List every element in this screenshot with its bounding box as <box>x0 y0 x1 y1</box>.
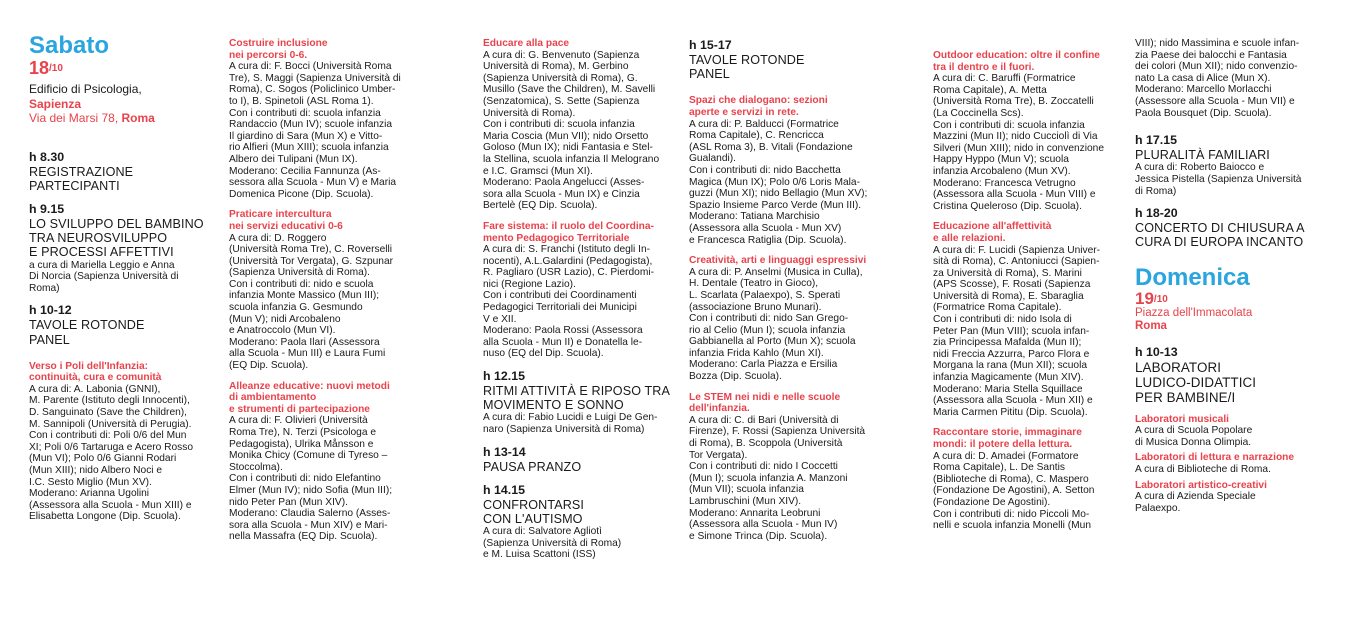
session-time: h 14.15 <box>483 482 526 497</box>
workshop-body: A cura di: D. Roggero (Università Roma Tre), C. Roverselli (Università Tor Vergata), G. Szpunar (Sapienza Università di Roma). Con i contributi di: nido e scuola infanzia Monte Massico (Mun III); scuola infanzia G. Gesmundo (Mun V); nidi Arcobaleno e Anatroccolo (Mun VI). Moderano: Paola Ilari (Assessora alla Scuola - Mun III) e Laura Fumi (EQ Dip. Scuola). <box>229 232 394 372</box>
lab-body: A cura di Azienda Speciale Palaexpo. <box>1135 491 1256 514</box>
column-workshops-4 <box>689 38 884 551</box>
column-saturday-intro <box>29 34 219 532</box>
session-title: TAVOLE ROTONDE PANEL <box>689 53 805 82</box>
session-time: h 10-12 <box>29 303 72 318</box>
session-time: h 13-14 <box>483 444 526 459</box>
day-header-saturday <box>29 34 219 78</box>
session-title: TAVOLE ROTONDE PANEL <box>29 318 145 347</box>
workshop-body: A cura di: F. Olivieri (Università Roma Tre), N. Terzi (Psicologa e Pedagogista), Ulrika Månsson e Monika Chicy (Comune di Tyreso – Stoccolma). Con i contributi di: nido Elefantino Elmer (Mun IV); nido Sofia (Mun III); nido Peter Pan (Mun XIV). Moderano: Claudia Salerno (Asses- sora alla Scuola - Mun XIV) e Mari- nella Massafra (EQ Dip. Scuola). <box>229 415 393 543</box>
session-time: h 10-13 <box>1135 344 1178 359</box>
session-block <box>29 150 219 193</box>
session-block <box>29 202 219 294</box>
session-block <box>483 369 678 436</box>
workshop-title: Outdoor education: oltre il confine tra il dentro e il fuori. <box>933 50 1100 73</box>
workshop-block <box>29 361 219 523</box>
workshop-block <box>933 427 1128 531</box>
workshop-title: Fare sistema: il ruolo del Coordina- mento Pedagogico Territoriale <box>483 220 654 244</box>
workshop-block <box>689 255 884 383</box>
session-block <box>1135 345 1335 405</box>
session-block <box>1135 206 1335 249</box>
session-title: REGISTRAZIONE PARTECIPANTI <box>29 164 134 193</box>
lab-title: Laboratori artistico-creativi <box>1135 479 1267 491</box>
workshop-title: Educazione all'affettività e alle relazioni. <box>933 221 1052 244</box>
session-block <box>1135 133 1335 197</box>
workshop-title: Praticare intercultura nei servizi educativi 0-6 <box>229 209 343 232</box>
session-body: A cura di: Fabio Lucidi e Luigi De Gen- naro (Sapienza Università di Roma) <box>483 412 658 436</box>
workshop-block <box>689 95 884 246</box>
session-title: RITMI ATTIVITÀ E RIPOSO TRA MOVIMENTO E SONNO <box>483 384 670 413</box>
day-name: Domenica <box>1135 263 1250 291</box>
lab-title: Laboratori musicali <box>1135 413 1229 425</box>
session-time: h 8.30 <box>29 149 65 164</box>
session-title: LABORATORI LUDICO-DIDATTICI PER BAMBINE/I <box>1135 359 1257 405</box>
session-title: PLURALITÀ FAMILIARI <box>1135 148 1270 163</box>
workshop-body: A cura di: C. di Bari (Università di Firenze), F. Rossi (Sapienza Università di Roma), B. Scoppola (Università Tor Vergata). Con i contributi di: nido I Coccetti (Mun I); scuola infanzia A. Manzoni (Mun VII); scuola infanzia Lambruschini (Mun XIV). Moderano: Annarita Leobruni (Assessora alla Scuola - Mun IV) e Simone Trinca (Dip. Scuola). <box>689 414 866 542</box>
venue-city-sunday: Roma <box>1135 319 1167 332</box>
workshop-title: Verso i Poli dell'Infanzia: continuità, cura e comunità <box>29 360 162 384</box>
workshop-body: A cura di: D. Amadei (Formatore Roma Capitale), L. De Santis (Biblioteche di Roma), C. Maspero (Fondazione De Agostini), A. Setton (Fondazione De Agostini). Con i contributi di: nido Piccoli Mo- nelli e scuola infanzia Monelli (Mun <box>933 450 1095 532</box>
workshop-block <box>483 221 678 360</box>
workshop-block <box>229 209 424 371</box>
session-time: h 18-20 <box>1135 206 1178 221</box>
workshop-block <box>933 50 1128 212</box>
session-time: h 17.15 <box>1135 133 1178 148</box>
day-name: Sabato <box>29 32 110 59</box>
workshop-body-continued: VIII); nido Massimina e scuole infan- zia Paese dei balocchi e Fantasia dei colori (Mun XII); nido convenzio- nato La casa di Alice (Mun X). Moderano: Marcello Morlacchi (Assessore alla Scuola - Mun VII) e Paola Bousquet (Dip. Scuola). <box>1135 38 1300 119</box>
session-block <box>689 38 884 81</box>
workshop-body: A cura di: S. Franchi (Istituto degli In- nocenti), A.L.Galardini (Pedagogista), R. Pagliaro (USR Lazio), C. Pierdomi- nici (Regione Lazio). Con i contributi dei Coordinamenti Pedagogici Territoriali dei Municipi V e XII. Moderano: Paola Rossi (Assessora alla Scuola - Mun II) e Donatella le- nuso (EQ del Dip. Scuola). <box>483 244 654 360</box>
workshop-block <box>229 38 424 200</box>
session-title: PAUSA PRANZO <box>483 459 582 474</box>
column-workshops-3 <box>483 38 678 570</box>
workshop-body: A cura di: F. Lucidi (Sapienza Univer- sità di Roma), C. Antoniucci (Sapien- za Università di Roma), S. Marini (APS Scosse), F. Rosati (Sapienza Università di Roma), E. Sbaraglia (Formatrice Roma Capitale). Con i contributi di: nido Isola di Peter Pan (Mun VIII); scuola infan- zia Principessa Mafalda (Mun II); nidi Freccia Azzurra, Parco Flora e Morgana la rana (Mun XII); scuola infanzia Magicamente (Mun XIV). Moderano: Maria Stella Squillace (Assessora alla Scuola - Mun XII) e Maria Carmen Pititu (Dip. Scuola). <box>933 244 1101 418</box>
session-time: h 12.15 <box>483 369 526 384</box>
lab-block <box>1135 480 1335 515</box>
workshop-body: A cura di: G. Benvenuto (Sapienza Università di Roma), M. Gerbino (Sapienza Università di Roma), G. Musillo (Save the Children), M. Savelli (Senzatomica), S. Sette (Sapienza Università di Roma). Con i contributi di: scuola infanzia Maria Coscia (Mun VII); nido Orsetto Goloso (Mun IX); nidi Fantasia e Stel- la Stellina, scuola infanzia Il Melograno e I.C. Gramsci (Mun XI). Moderano: Paola Angelucci (Asses- sora alla Scuola - Mun IX) e Cinzia Bertelè (EQ Dip. Scuola). <box>483 49 660 212</box>
workshop-title: Creatività, arti e linguaggi espressivi <box>689 255 867 267</box>
workshop-title: Spazi che dialogano: sezioni aperte e servizi in rete. <box>689 95 828 118</box>
session-time: h 15-17 <box>689 38 732 52</box>
lab-block <box>1135 414 1335 449</box>
lab-body: A cura di Biblioteche di Roma. <box>1135 463 1271 475</box>
venue-sunday: Piazza dell'Immacolata <box>1135 306 1253 319</box>
workshop-body: A cura di: P. Balducci (Formatrice Roma Capitale), C. Rencricca (ASL Roma 3), B. Vitali (Fondazione Gualandi). Con i contributi di: nido Bacchetta Magica (Mun IX); Polo 0/6 Loris Mala- guzzi (Mun XI); nido Bellagio (Mun XV); Spazio Insieme Parco Verde (Mun III). Moderano: Tatiana Marchisio (Assessora alla Scuola - Mun XV) e Francesca Ratiglia (Dip. Scuola). <box>689 118 868 246</box>
workshop-title: Raccontare storie, immaginare mondi: il potere della lettura. <box>933 427 1082 450</box>
lab-body: A cura di Scuola Popolare di Musica Donna Olimpia. <box>1135 425 1253 448</box>
day-date: $19^{/10}$ <box>1135 288 1168 308</box>
session-title: CONFRONTARSI CON L'AUTISMO <box>483 497 585 527</box>
workshop-block <box>229 381 424 543</box>
workshop-title: Alleanze educative: nuovi metodi di ambientamento e strumenti di partecipazione <box>229 380 390 415</box>
session-block <box>483 483 678 561</box>
session-body: A cura di: Roberto Baiocco e Jessica Pistella (Sapienza Università di Roma) <box>1135 162 1302 197</box>
workshop-body: A cura di: P. Anselmi (Musica in Culla), H. Dentale (Teatro in Gioco), L. Scarlata (Palaexpo), S. Sperati (associazione Bruno Munari). Con i contributi di: nido San Grego- rio al Celio (Mun I); scuola infanzia Gabbianella al Porto (Mun X); scuola infanzia Frida Kahlo (Mun XI). Moderano: Carla Piazza e Ersilia Bozza (Dip. Scuola). <box>689 266 863 383</box>
session-body: A cura di: Salvatore Agliotì (Sapienza Università di Roma) e M. Luisa Scattoni (ISS) <box>483 526 622 561</box>
workshop-block <box>689 392 884 543</box>
workshop-title: Le STEM nei nidi e nelle scuole dell'infanzia. <box>689 391 841 415</box>
workshop-body: A cura di: C. Baruffi (Formatrice Roma Capitale), A. Metta (Università Roma Tre), B. Zoccatelli (La Coccinella Scs). Con i contributi di: scuola infanzia Mazzini (Mun II); nido Cucciolì di Via Silveri (Mun XIII); nido in convenzione Happy Hyppo (Mun V); scuola infanzia Arcobaleno (Mun XV). Moderano: Francesca Vetrugno (Assessora alla Scuola - Mun VIII) e Cristina Queleroso (Dip. Scuola). <box>933 73 1105 212</box>
session-time: h 9.15 <box>29 201 65 216</box>
session-block <box>483 445 678 474</box>
workshop-title: Educare alla pace <box>483 38 570 49</box>
session-block <box>29 303 219 346</box>
session-body: a cura di Mariella Leggio e Anna Di Norcia (Sapienza Università di Roma) <box>29 259 179 294</box>
session-title: LO SVILUPPO DEL BAMBINO TRA NEUROSVILUPPO E PROCESSI AFFETTIVI <box>29 216 204 260</box>
session-title: CONCERTO DI CHIUSURA A CURA DI EUROPA INCANTO <box>1135 221 1305 250</box>
workshop-title: Costruire inclusione nei percorsi 0-6. <box>229 38 328 61</box>
column-sunday <box>1135 38 1335 521</box>
day-header-sunday <box>1135 263 1335 333</box>
lab-block <box>1135 452 1335 475</box>
workshop-body: A cura di: A. Labonia (GNNI), M. Parente (Istituto degli Innocenti), D. Sanguinato (Save the Children), M. Sannipoli (Università di Perugia). Con i contributi di: Poli 0/6 del Mun XI; Poli 0/6 Tartaruga e Acero Rosso (Mun VI); Polo 0/6 Gianni Rodari (Mun XIII); nido Albero Noci e I.C. Sesto Miglio (Mun XV). Moderano: Arianna Ugolini (Assessora alla Scuola - Mun XIII) e Elisabetta Longone (Dip. Scuola). <box>29 383 194 523</box>
lab-title: Laboratori di lettura e narrazione <box>1135 452 1295 464</box>
day-date: $18^{/10}$ <box>29 58 63 78</box>
workshop-block <box>483 38 678 212</box>
workshop-body: A cura di: F. Bocci (Università Roma Tre), S. Maggi (Sapienza Università di Roma), C. Sogos (Policlinico Umber- to I), B. Spinetoli (ASL Roma 1). Con i contributi di: scuola infanzia Randaccio (Mun IV); scuole infanzia Il giardino di Sara (Mun X) e Vitto- rio Alfieri (Mun XIII); scuola infanzia Albero dei Tulipani (Mun IX). Moderano: Cecilia Fannunza (As- sessora alla Scuola - Mun V) e Maria Domenica Picone (Dip. Scuola). <box>229 61 401 200</box>
venue-saturday: Edificio di Psicologia, Sapienza Via dei Marsi 78, Roma <box>29 82 155 125</box>
workshop-block <box>933 221 1128 418</box>
column-workshops-5 <box>933 50 1128 541</box>
column-workshops-2 <box>229 38 424 552</box>
